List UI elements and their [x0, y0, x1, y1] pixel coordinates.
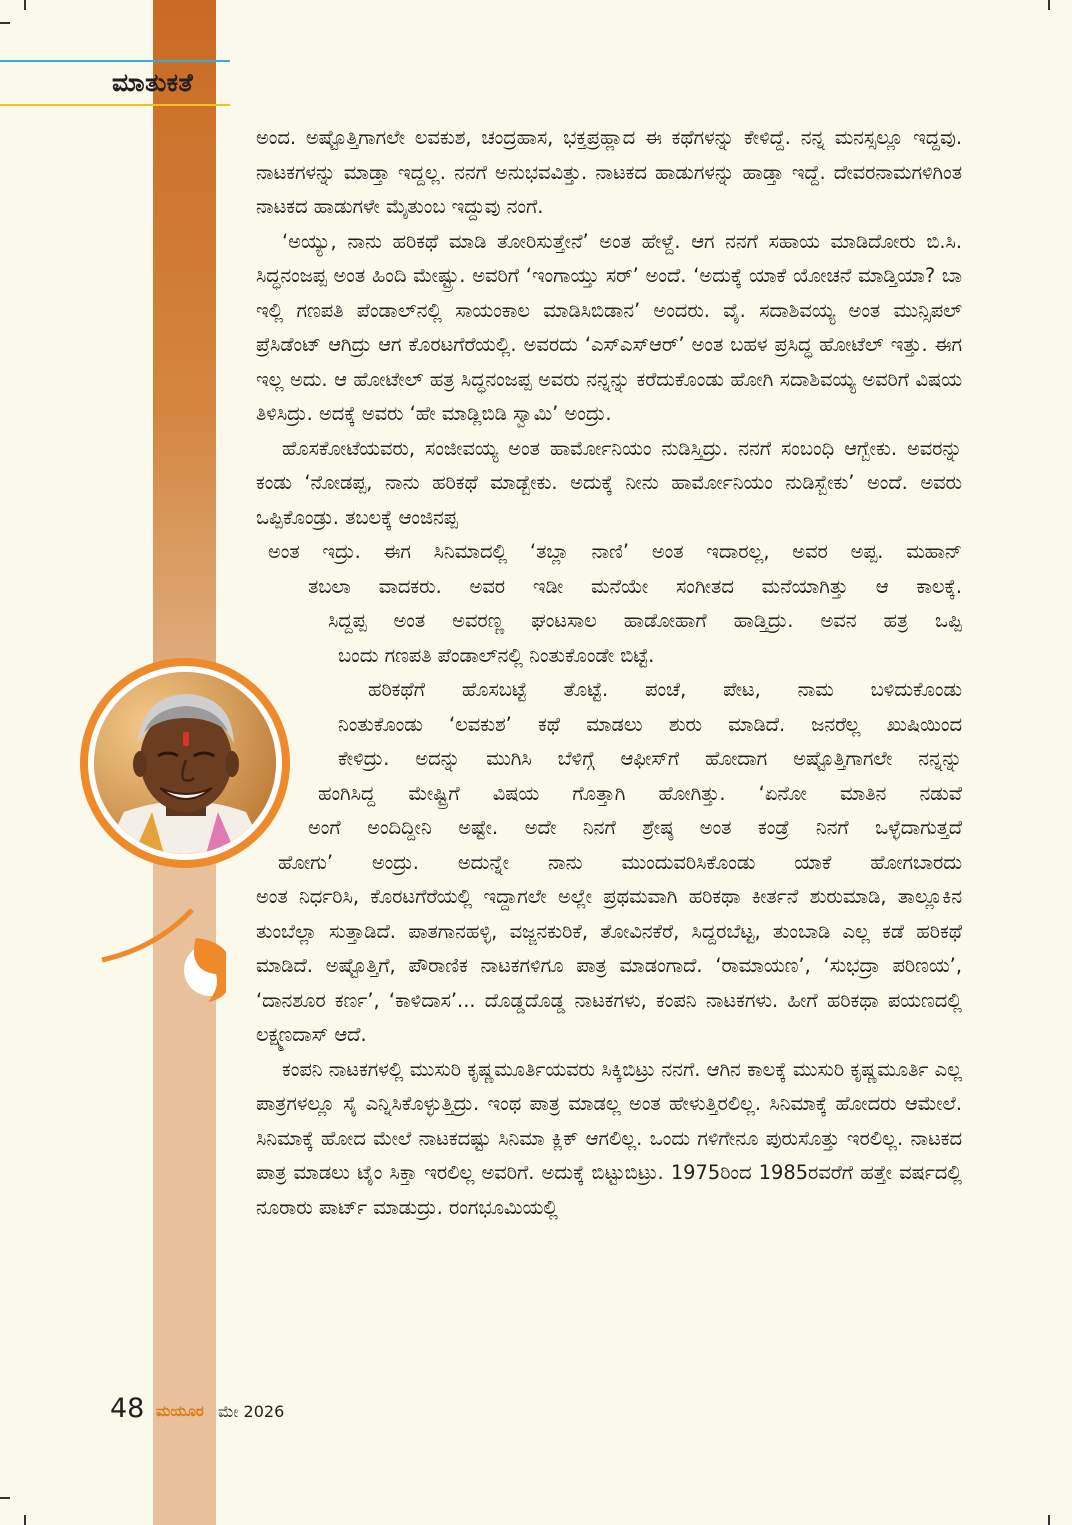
paragraph-2: ‘ಅಯ್ಯು, ನಾನು ಹರಿಕಥೆ ಮಾಡಿ ತೋರಿಸುತ್ತೇನೆ’ ಅಂತ ಹೇಳ್ದೆ. ಆಗ ನನಗೆ ಸಹಾಯ ಮಾಡಿದೋರು ಬಿ.ಸಿ. ಸಿದ್ಧನಂಜಪ್ಪ ಅಂತ ಹಿಂದಿ ಮೇಷ್ಟ್ರು. ಅವರಿಗೆ ‘ಇಂಗಾಯ್ತು ಸರ್’ ಅಂದೆ. ‘ಅದುಕ್ಕೆ ಯಾಕೆ ಯೋಚನೆ ಮಾಡ್ತಿಯಾ? ಬಾ ಇಲ್ಲಿ ಗಣಪತಿ ಪೆಂಡಾಲ್‌ನಲ್ಲಿ ಸಾಯಂಕಾಲ ಮಾಡಿಸಿಬಿಡಾನ’ ಅಂದರು. ವೈ. ಸದಾಶಿವಯ್ಯ ಅಂತ ಮುನ್ಸಿಪಲ್ ಪ್ರೆಸಿಡೆಂಟ್ ಆಗಿದ್ರು ಆಗ ಕೊರಟಗೆರೆಯಲ್ಲಿ. ಅವರದು ‘ಎಸ್‌ಎಸ್‌ಆರ್’ ಅಂತ ಬಹಳ ಪ್ರಸಿದ್ಧ ಹೋಟೆಲ್ ಇತ್ತು. ಈಗ ಇಲ್ಲ ಅದು. ಆ ಹೋಟೇಲ್ ಹತ್ರ ಸಿದ್ಧನಂಜಪ್ಪ ಅವರು ನನ್ನನ್ನು ಕರೆದುಕೊಂಡು ಹೋಗಿ ಸದಾಶಿವಯ್ಯ ಅವರಿಗೆ ವಿಷಯ ತಿಳಿಸಿದ್ರು. ಅದಕ್ಕೆ ಅವರು ‘ಹೇ ಮಾಡ್ಲಿಬಿಡಿ ಸ್ವಾಮಿ’ ಅಂದ್ರು. — [256, 229, 962, 425]
crop-mark-bottom-right — [1048, 1515, 1050, 1525]
wrapped-line-9: ಅಂಗೆ ಅಂದಿದ್ದೀನಿ ಅಷ್ಟೇ. ಅದೇ ನಿನಗೆ ಶ್ರೇಷ್ಠ ಅಂತ ಕಂಡ್ರೆ ನಿನಗೆ ಒಳ್ಳೆದಾಗುತ್ತದೆ — [308, 816, 962, 839]
wrapped-line-3: ಸಿದ್ದಪ್ಪ ಅಂತ ಅವರಣ್ಣ ಘಂಟಸಾಲ ಹಾಡೋಹಾಗೆ ಹಾಡ್ತಿದ್ರು. ಅವನ ಹತ್ರ ಒಪ್ಪಿ — [328, 609, 962, 632]
decorative-band-top — [153, 0, 216, 750]
section-label: ಮಾತುಕತೆ — [112, 68, 194, 97]
wrapped-line-5: ಹರಿಕಥೆಗೆ ಹೊಸಬಟ್ಟೆ ತೊಟ್ಟೆ. ಪಂಚೆ, ಪೇಟ, ನಾಮ ಬಳಿದುಕೊಂಡು — [368, 678, 962, 701]
header-rule-yellow — [0, 104, 230, 106]
wrapped-text-block — [256, 535, 962, 880]
wrapped-line-10: ಹೋಗು’ ಅಂದ್ರು. ಅದುನ್ನೇ ನಾನು ಮುಂದುವರಿಸಿಕೊಂಡು ಯಾಕೆ ಹೋಗಬಾರದು — [278, 850, 962, 874]
page-number: 48 — [110, 1393, 145, 1424]
paragraph-3: ಹೊಸಕೋಟೆಯವರು, ಸಂಜೀವಯ್ಯ ಅಂತ ಹಾರ್ಮೋನಿಯಂ ನುಡಿಸ್ತಿದ್ರು. ನನಗೆ ಸಂಬಂಧಿ ಆಗ್ಬೇಕು. ಅವರನ್ನು ಕಂಡು ‘ನೋಡಪ್ಪ, ನಾನು ಹರಿಕಥೆ ಮಾಡ್ಬೇಕು. ಅದುಕ್ಕೆ ನೀನು ಹಾರ್ಮೋನಿಯಂ ನುಡಿಸ್ಬೇಕು’ ಅಂದೆ. ಅವರು ಒಪ್ಪಿಕೊಂಡ್ರು. ತಬಲಕ್ಕೆ ಆಂಜಿನಪ್ಪ — [256, 436, 962, 529]
issue-date: ಮೇ 2026 — [218, 1402, 285, 1421]
wrapped-line-7: ಕೇಳಿದ್ರು. ಅದನ್ನು ಮುಗಿಸಿ ಬೆಳಿಗ್ಗೆ ಆಫೀಸ್‌ಗೆ ಹೋದಾಗ ಅಷ್ಟೊತ್ತಿಗಾಗಲೇ ನನ್ನನ್ನು — [338, 747, 962, 770]
paragraph-4: ಅಂತ ನಿರ್ಧರಿಸಿ, ಕೊರಟಗೆರೆಯಲ್ಲಿ ಇದ್ದಾಗಲೇ ಅಲ್ಲೇ ಪ್ರಥಮವಾಗಿ ಹರಿಕಥಾ ಕೀರ್ತನೆ ಶುರುಮಾಡಿ, ತಾಲ್ಲೂಕಿನ ತುಂಬೆಲ್ಲಾ ಸುತ್ತಾಡಿದೆ. ಪಾತಗಾನಹಳ್ಳಿ, ವಜ್ಜನಕುರಿಕೆ, ತೋವಿನಕೆರೆ, ಸಿದ್ದರಬೆಟ್ಟ, ತುಂಬಾಡಿ ಎಲ್ಲ ಕಡೆ ಹರಿಕಥೆ ಮಾಡಿದೆ. ಅಷ್ಟೊತ್ತಿಗೆ, ಪೌರಾಣಿಕ ನಾಟಕಗಳಿಗೂ ಪಾತ್ರ ಮಾಡಂಗಾದೆ. ‘ರಾಮಾಯಣ’, ‘ಸುಭದ್ರಾ ಪರಿಣಯ’, ‘ದಾನಶೂರ ಕರ್ಣ’, ‘ಕಾಳಿದಾಸ’... ದೊಡ್ಡದೊಡ್ಡ ನಾಟಕಗಳು, ಕಂಪನಿ ನಾಟಕಗಳು. ಹೀಗೆ ಹರಿಕಥಾ ಪಯಣದಲ್ಲಿ ಲಕ್ಷ್ಮಣದಾಸ್ ಆದೆ. — [256, 885, 962, 1046]
magazine-name: ಮಯೂರ — [156, 1402, 204, 1420]
paragraph-5: ಕಂಪನಿ ನಾಟಕಗಳಲ್ಲಿ ಮುಸುರಿ ಕೃಷ್ಣಮೂರ್ತಿಯವರು ಸಿಕ್ಕಿಬಿಟ್ರು ನನಗೆ. ಆಗಿನ ಕಾಲಕ್ಕೆ ಮುಸುರಿ ಕೃಷ್ಣಮೂರ್ತಿ ಎಲ್ಲ ಪಾತ್ರಗಳಲ್ಲೂ ಸೈ ಎನ್ನಿಸಿಕೊಳ್ಳುತ್ತಿದ್ರು. ಇಂಥ ಪಾತ್ರ ಮಾಡಲ್ಲ ಅಂತ ಹೇಳುತ್ತಿರಲಿಲ್ಲ. ಸಿನಿಮಾಕ್ಕೆ ಹೋದರು ಆಮೇಲೆ. ಸಿನಿಮಾಕ್ಕೆ ಹೋದ ಮೇಲೆ ನಾಟಕದಷ್ಟು ಸಿನಿಮಾ ಕ್ಲಿಕ್ ಆಗಲಿಲ್ಲ. ಒಂದು ಗಳಿಗೇನೂ ಪುರುಸೊತ್ತು ಇರಲಿಲ್ಲ. ನಾಟಕದ ಪಾತ್ರ ಮಾಡಲು ಟೈಂ ಸಿಕ್ತಾ ಇರಲಿಲ್ಲ ಅವರಿಗೆ. ಅದುಕ್ಕೆ ಬಿಟ್ಟುಬಿಟ್ರು. 1975ರಿಂದ 1985ರವರೆಗೆ ಹತ್ತೇ ವರ್ಷದಲ್ಲಿ ನೂರಾರು ಪಾರ್ಟ್ ಮಾಡುದ್ರು. ರಂಗಭೂಮಿಯಲ್ಲಿ — [256, 1057, 962, 1219]
crop-mark-top-left — [24, 0, 26, 10]
paragraph-1: ಅಂದ. ಅಷ್ಟೊತ್ತಿಗಾಗಲೇ ಲವಕುಶ, ಚಂದ್ರಹಾಸ, ಭಕ್ತಪ್ರಹ್ಲಾದ ಈ ಕಥೆಗಳನ್ನು ಕೇಳಿದ್ದೆ. ನನ್ನ ಮನಸ್ಸಲ್ಲೂ ಇದ್ದವು. ನಾಟಕಗಳನ್ನು ಮಾಡ್ತಾ ಇದ್ದಲ್ಲ. ನನಗೆ ಅನುಭವವಿತ್ತು. ನಾಟಕದ ಹಾಡುಗಳನ್ನು ಹಾಡ್ತಾ ಇದ್ದೆ. ದೇವರನಾಮಗಳಿಗಿಂತ ನಾಟಕದ ಹಾಡುಗಳೇ ಮೈತುಂಬ ಇದ್ದುವು ನಂಗೆ. — [256, 126, 962, 218]
portrait-illustration — [94, 672, 276, 854]
quotation-mark-tail-icon — [96, 830, 226, 1010]
crop-mark-bottom-left-v — [24, 1515, 26, 1525]
wrapped-line-6: ನಿಂತುಕೊಂಡು ‘ಲವಕುಶ’ ಕಥೆ ಮಾಡಲು ಶುರು ಮಾಡಿದೆ. ಜನರೆಲ್ಲ ಖುಷಿಯಿಂದ — [338, 712, 962, 736]
crop-mark-top-left-h — [0, 22, 10, 24]
wrapped-line-1: ಅಂತ ಇದ್ರು. ಈಗ ಸಿನಿಮಾದಲ್ಲಿ ‘ತಬ್ಲಾ ನಾಣಿ’ ಅಂತ ಇದಾರಲ್ಲ, ಅವರ ಅಪ್ಪ. ಮಹಾನ್ — [268, 540, 962, 563]
wrapped-line-2: ತಬಲಾ ವಾದಕರು. ಅವರ ಇಡೀ ಮನೆಯೇ ಸಂಗೀತದ ಮನೆಯಾಗಿತ್ತು ಆ ಕಾಲಕ್ಕೆ. — [308, 574, 962, 598]
header-rule-blue — [0, 60, 230, 62]
crop-mark-bottom-left — [0, 1497, 10, 1499]
portrait-photo — [94, 672, 276, 854]
article-body — [256, 121, 962, 1225]
wrapped-line-8: ಹಂಗಿಸಿದ್ದ ಮೇಷ್ಟ್ರಿಗೆ ವಿಷಯ ಗೊತ್ತಾಗಿ ಹೋಗಿತ್ತು. ‘ಏನೋ ಮಾತಿನ ನಡುವೆ — [318, 781, 962, 805]
crop-mark-top-right — [1048, 0, 1050, 10]
wrapped-line-4: ಬಂದು ಗಣಪತಿ ಪೆಂಡಾಲ್‌ನಲ್ಲಿ ನಿಂತುಕೊಂಡೇ ಬಿಟ್ಟೆ. — [338, 643, 655, 667]
